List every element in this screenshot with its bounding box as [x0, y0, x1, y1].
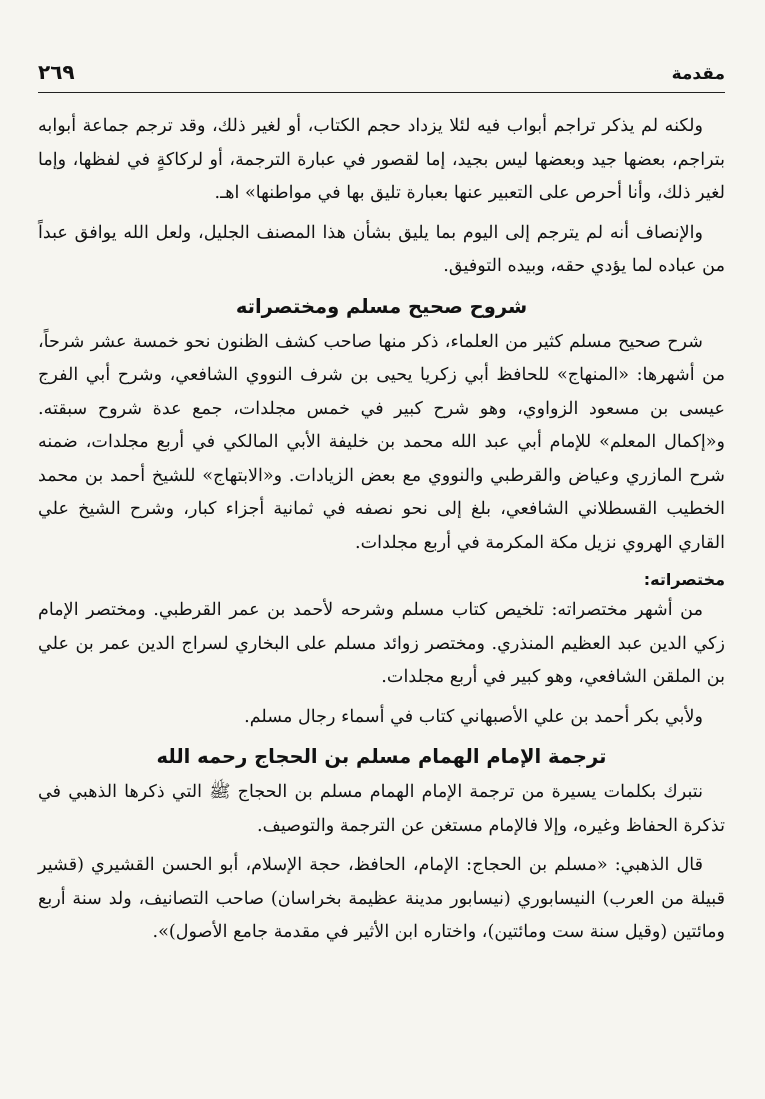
paragraph-dhahabi-quote: قال الذهبي: «مسلم بن الحجاج: الإمام، الحافظ، حجة الإسلام، أبو الحسن القشيري (قشير قبيلة من العرب) النيسابوري (نيسابور مدينة عظيمة بخراسان) صاحب التصانيف، ولد سنة أربع ومائتين (وقيل سنة ست ومائتين)، واختاره ابن الأثير في مقدمة جامع الأصول)».	[38, 855, 725, 942]
page-number: ٢٦٩	[38, 60, 75, 84]
heading-shuruh: شروح صحيح مسلم ومختصراته	[235, 294, 528, 318]
subheading-mukhtasarat: مختصراته:	[643, 570, 725, 589]
page-body	[38, 110, 725, 956]
running-section-title: مقدمة	[671, 64, 725, 84]
paragraph-shuruh: شرح صحيح مسلم كثير من العلماء، ذكر منها صاحب كشف الظنون نحو خمسة عشر شرحاً، من أشهرها: «المنهاج» للحافظ أبي زكريا يحيى بن شرف النووي الشافعي، وشرح أبي الفرج عيسى بن مسعود الزواوي، وهو شرح كبير في خمس مجلدات، جمع عدة شروح سبقته. و«إكمال المعلم» للإمام أبي عبد الله محمد بن خليفة الأبي المالكي في أربع مجلدات، ضمنه شرح المازري وعياض والقرطبي والنووي مع بعض الزيادات. و«الابتهاج» للشيخ أحمد بن محمد الخطيب القسطلاني الشافعي، بلغ إلى نحو نصفه في ثمانية أجزاء كبار، وشرح الشيخ علي القاري الهروي نزيل مكة المكرمة في أربع مجلدات.	[38, 331, 725, 553]
heading-tarjama: ترجمة الإمام الهمام مسلم بن الحجاج رحمه الله	[156, 745, 607, 768]
running-header	[38, 58, 725, 93]
paragraph-tarajim-note: ولكنه لم يذكر تراجم أبواب فيه لئلا يزداد حجم الكتاب، أو لغير ذلك، وقد ترجم جماعة أبوابه بتراجم، بعضها جيد وبعضها ليس بجيد، إما لقصور في عبارة الترجمة، أو لركاكةٍ في لفظها، وإما لغير ذلك، وأنا أحرص على التعبير عنها بعبارة تليق بها في مواطنها» اهـ.	[38, 116, 725, 203]
paragraph-mukhtasarat: من أشهر مختصراته: تلخيص كتاب مسلم وشرحه لأحمد بن عمر القرطبي. ومختصر الإمام زكي الدين عبد العظيم المنذري. ومختصر زوائد مسلم على البخاري لسراج الدين عمر بن علي بن الملقن الشافعي، وهو كبير في أربع مجلدات.	[38, 600, 725, 687]
paragraph-tabarruk: نتبرك بكلمات يسيرة من ترجمة الإمام الهمام مسلم بن الحجاج ﷺ التي ذكرها الذهبي في تذكرة الحفاظ وغيره، وإلا فالإمام مستغن عن الترجمة والتوصيف.	[38, 782, 725, 836]
paragraph-rijal: ولأبي بكر أحمد بن علي الأصبهاني كتاب في أسماء رجال مسلم.	[244, 706, 703, 727]
paragraph-insaf: والإنصاف أنه لم يترجم إلى اليوم بما يليق بشأن هذا المصنف الجليل، ولعل الله يوافق عبداً من عباده لما يؤدي حقه، وبيده التوفيق.	[38, 222, 725, 276]
